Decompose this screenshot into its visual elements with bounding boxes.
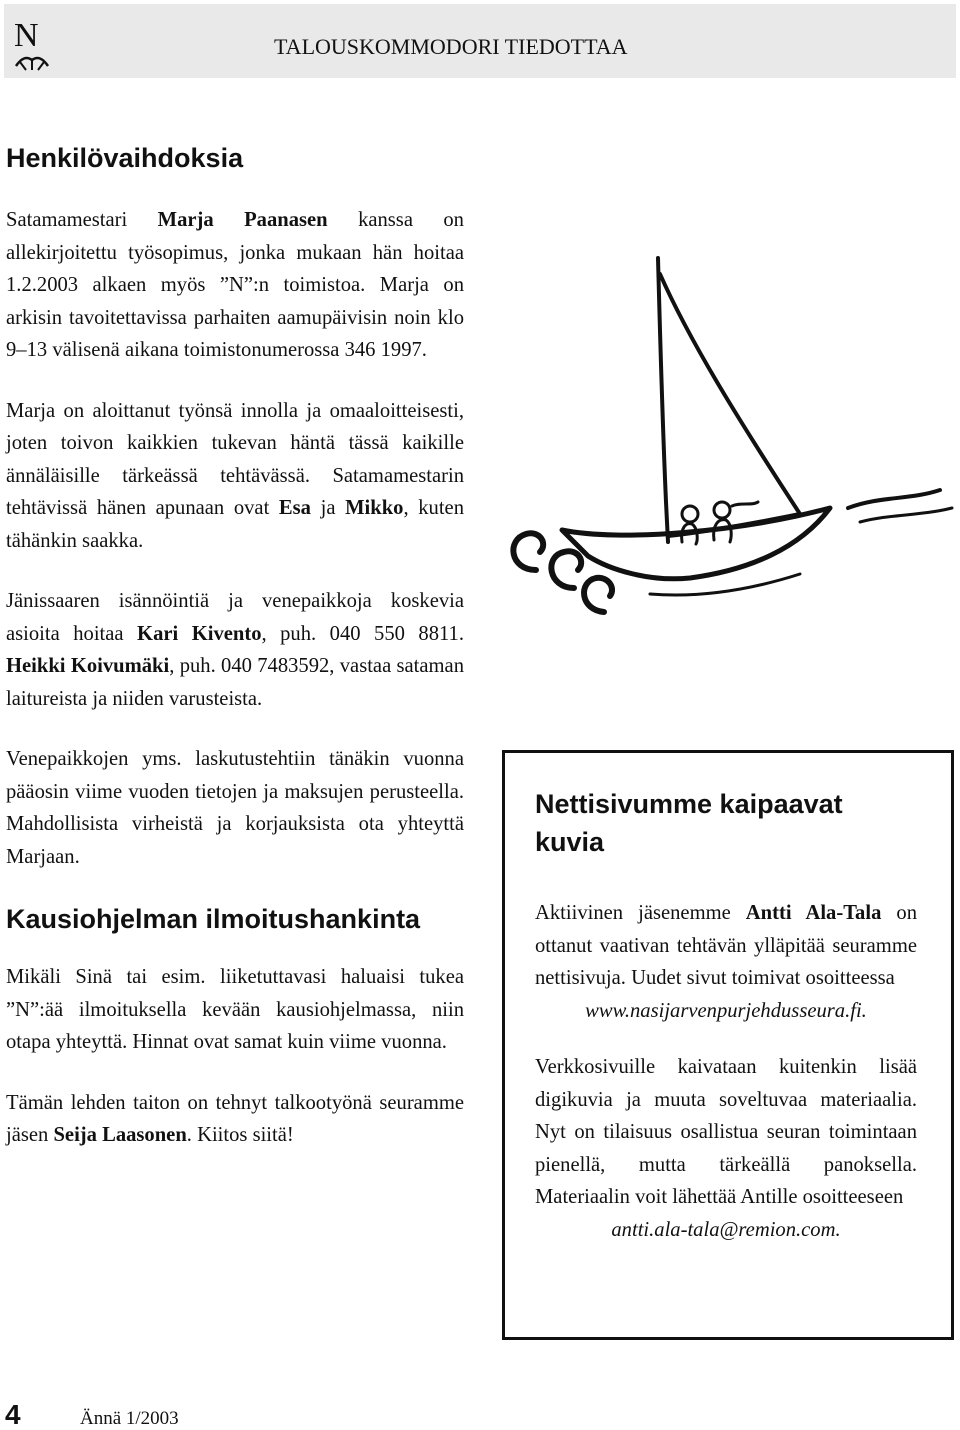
logo-letter: N bbox=[14, 17, 39, 54]
name-esa: Esa bbox=[278, 497, 311, 519]
paragraph-1: Satamamestari Marja Paanasen kanssa on allekirjoitettu työsopimus, jonka mukaan hän hoitaa 1.2.2003 alkaen myös ”N”:n toimistoa. Marja on arkisin tavoitettavissa parhaiten aamupäivisin noin klo 9–13 välisenä aikana toimistonumerossa 346 1997. bbox=[6, 209, 464, 361]
paragraph-4: Venepaikkojen yms. laskutustehtiin tänäkin vuonna pääosin viime vuoden tietojen ja maksujen perusteella. Mahdollisista virheistä ja korjauksista ota yhteyttä Marjaan. bbox=[6, 748, 464, 868]
page-title: TALOUSKOMMODORI TIEDOTTAA bbox=[274, 34, 628, 59]
name-mikko: Mikko bbox=[345, 497, 404, 519]
name-heikki-koivumaki: Heikki Koivumäki bbox=[6, 655, 170, 677]
heading-kausiohjelman: Kausiohjelman ilmoitushankinta bbox=[6, 904, 421, 934]
box-heading: Nettisivumme kaipaavat kuvia bbox=[535, 789, 843, 857]
n-logo-icon bbox=[10, 16, 54, 72]
sailboat-illustration bbox=[500, 252, 958, 632]
header-band bbox=[4, 4, 956, 78]
name-marja-paanasen: Marja Paanasen bbox=[157, 209, 328, 231]
page-number: 4 bbox=[5, 1399, 21, 1430]
info-box-nettisivut bbox=[502, 750, 954, 1340]
info-box-content bbox=[535, 785, 917, 1270]
name-seija-laasonen: Seija Laasonen bbox=[53, 1124, 187, 1146]
email-link[interactable]: antti.ala-tala@remion.com. bbox=[611, 1218, 841, 1241]
box-paragraph-1: Aktiivinen jäsenemme Antti Ala-Tala on ottanut vaativan tehtävän ylläpitää seuramme nettisivuja. Uudet sivut toimivat osoitteessa www.nasijarvenpurjehdusseura.fi. bbox=[535, 897, 917, 1027]
box-paragraph-2: Verkkosivuille kaivataan kuitenkin lisää digikuvia ja muuta soveltuvaa materiaalia. Nyt on tilaisuus osallistua seuran toimintaan pienellä, mutta tärkeällä panoksella. Materiaalin voit lähettää Antille osoitteeseen antti.ala-tala@remion.com. bbox=[535, 1051, 917, 1246]
name-antti-ala-tala: Antti Ala-Tala bbox=[745, 902, 882, 924]
paragraph-2: Marja on aloittanut työnsä innolla ja omaaloitteisesti, joten toivon kaikkien tukevan häntä tässä kaikille ännäläisille tärkeässä tehtävässä. Satamamestarin tehtävissä hänen apunaan ovat Esa ja Mikko, kuten tähänkin saakka. bbox=[6, 399, 464, 552]
paragraph-3: Jänissaaren isännöintiä ja venepaikkoja koskevia asioita hoitaa Kari Kivento, puh. 040 550 8811. Heikki Koivumäki, puh. 040 7483592, vastaa sataman laitureista ja niiden varusteista. bbox=[6, 590, 464, 710]
issue-label: Ännä 1/2003 bbox=[80, 1408, 179, 1429]
left-column bbox=[6, 140, 464, 1180]
heading-henkilovaihdoksia: Henkilövaihdoksia bbox=[6, 143, 244, 173]
paragraph-6: Tämän lehden taiton on tehnyt talkootyönä seuramme jäsen Seija Laasonen. Kiitos siitä! bbox=[6, 1091, 464, 1146]
paragraph-5: Mikäli Sinä tai esim. liiketuttavasi haluaisi tukea ”N”:ää ilmoituksella kevään kausiohjelmassa, niin otapa yhteyttä. Hinnat ovat samat kuin viime vuonna. bbox=[6, 966, 464, 1053]
website-link[interactable]: www.nasijarvenpurjehdusseura.fi. bbox=[585, 999, 867, 1022]
name-kari-kivento: Kari Kivento bbox=[137, 622, 262, 645]
